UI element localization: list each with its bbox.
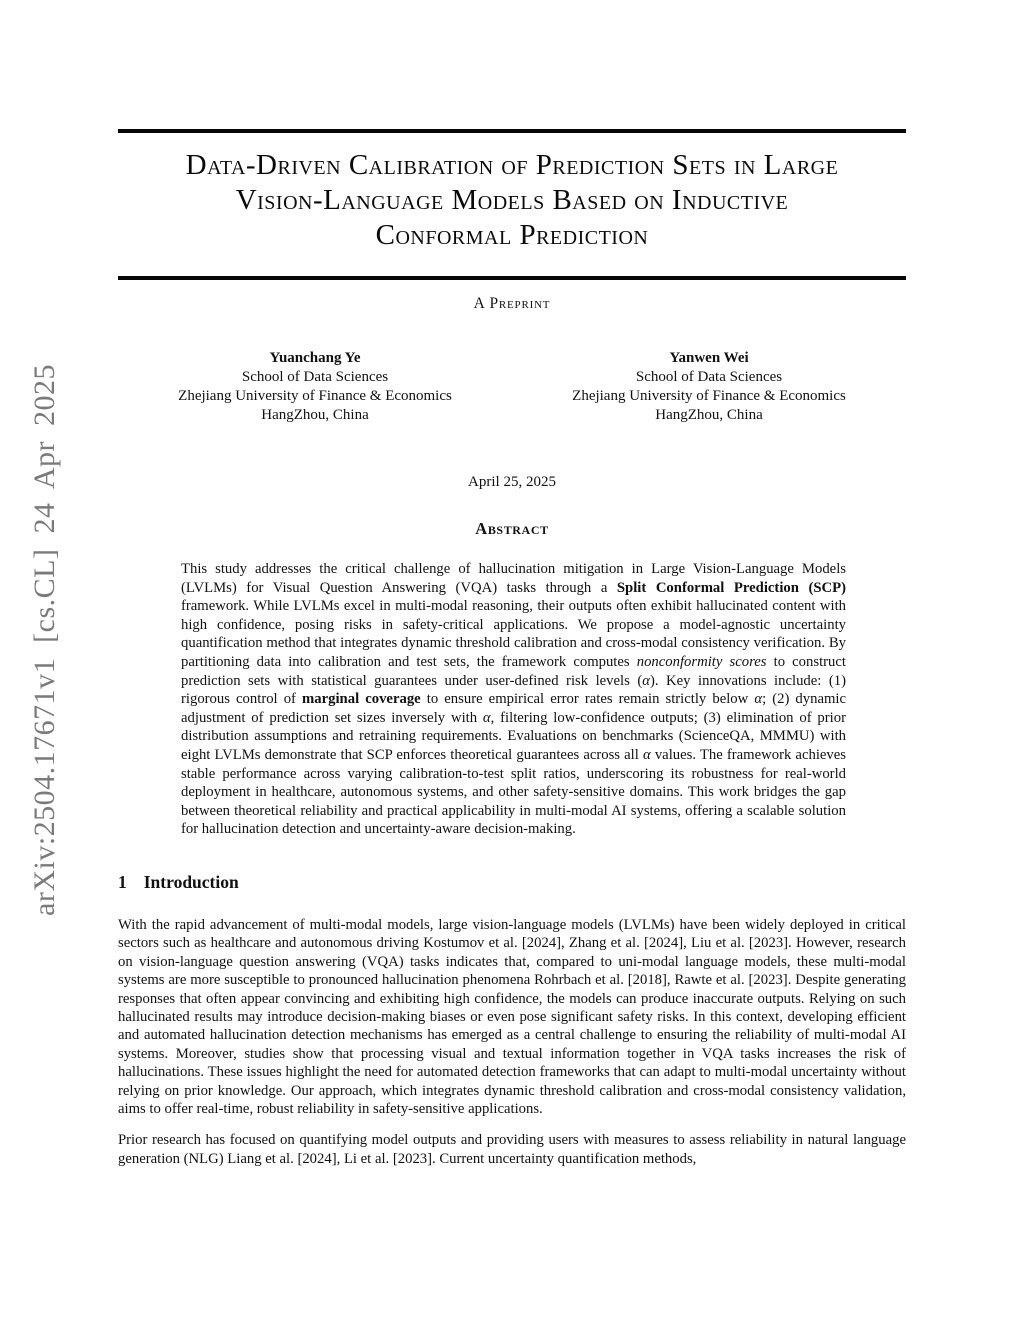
abstract-text: This study addresses the critical challenge of hallucination mitigation in Large Vision-Language Models (LVLMs) for Visual Question Answering (VQA) tasks through a Split Conformal Prediction (SCP) framework. While LVLMs excel in multi-modal reasoning, their outputs often exhibit hallucinated content with high confidence, posing risks in safety-critical applications. We propose a model-agnostic uncertainty quantification method that integrates dynamic threshold calibration and cross-modal consistency verification. By partitioning data into calibration and test sets, the framework computes nonconformity scores to construct prediction sets with statistical guarantees under user-defined risk levels (α). Key innovations include: (1) rigorous control of marginal coverage to ensure empirical error rates remain strictly below α; (2) dynamic adjustment of prediction set sizes inversely with α, filtering low-confidence outputs; (3) elimination of prior distribution assumptions and retraining requirements. Evaluations on benchmarks (ScienceQA, MMMU) with eight LVLMs demonstrate that SCP enforces theoretical guarantees across all α values. The framework achieves stable performance across varying calibration-to-test split ratios, underscoring its robustness for real-world deployment in healthcare, autonomous systems, and other safety-sensitive domains. This work bridges the gap between theoretical reliability and practical applicability in multi-modal AI systems, offering a scalable solution for hallucination detection and uncertainty-aware decision-making. <box>181 561 847 838</box>
paper-title-line-1: Data-Driven Calibration of Prediction Sets in Large <box>185 149 839 181</box>
intro-paragraph-2: Prior research has focused on quantifying model outputs and providing users with measures to assess reliability in natural language generation (NLG) Liang et al. [2024], Li et al. [2023]. Current uncertainty quantification methods, <box>118 1132 906 1167</box>
author-2-city: HangZhou, China <box>655 407 763 423</box>
author-2-name: Yanwen Wei <box>669 350 749 366</box>
author-2 <box>512 349 906 425</box>
top-rule <box>118 129 906 133</box>
author-1-name: Yuanchang Ye <box>269 350 361 366</box>
author-2-university: Zhejiang University of Finance & Economics <box>572 388 846 404</box>
section-title: Introduction <box>143 871 239 892</box>
arxiv-watermark: arXiv:2504.17671v1 [cs.CL] 24 Apr 2025 <box>28 364 61 916</box>
section-number: 1 <box>118 871 127 892</box>
paper-content <box>118 0 906 1168</box>
preprint-label: A Preprint <box>473 295 551 312</box>
author-1-city: HangZhou, China <box>261 407 369 423</box>
author-1-department: School of Data Sciences <box>241 369 389 385</box>
author-2-department: School of Data Sciences <box>635 369 783 385</box>
paper-title <box>118 148 906 253</box>
paper-date: April 25, 2025 <box>468 474 556 490</box>
title-rule <box>118 276 906 280</box>
paper-title-line-3: Conformal Prediction <box>375 219 649 251</box>
author-1-university: Zhejiang University of Finance & Economics <box>178 388 452 404</box>
paper-title-line-2: Vision-Language Models Based on Inductive <box>235 184 789 216</box>
author-1 <box>118 349 512 425</box>
section-heading-introduction <box>118 872 906 893</box>
author-block <box>118 349 906 425</box>
abstract-heading: Abstract <box>475 519 549 538</box>
intro-paragraph-1: With the rapid advancement of multi-modal models, large vision-language models (LVLMs) have been widely deployed in critical sectors such as healthcare and autonomous driving Kostumov et al. [2024], Zhang et al. [2024], Liu et al. [2023]. However, research on vision-language question answering (VQA) tasks indicates that, compared to uni-modal language models, these multi-modal systems are more susceptible to pronounced hallucination phenomena Rohrbach et al. [2018], Rawte et al. [2023]. Despite generating responses that often appear convincing and exhibiting high confidence, the models can produce inaccurate outputs. Relying on such hallucinated results may introduce decision-making biases or even pose significant safety risks. In this context, developing efficient and automated hallucination detection mechanisms has emerged as a central challenge to ensuring the reliability of multi-modal AI systems. Moreover, studies show that processing visual and textual information together in VQA tasks increases the risk of hallucinations. These issues highlight the need for automated detection frameworks that can adapt to multi-modal uncertainty without relying on prior knowledge. Our approach, which integrates dynamic threshold calibration and cross-modal consistency validation, aims to offer real-time, robust reliability in safety-sensitive applications. <box>118 916 906 1117</box>
